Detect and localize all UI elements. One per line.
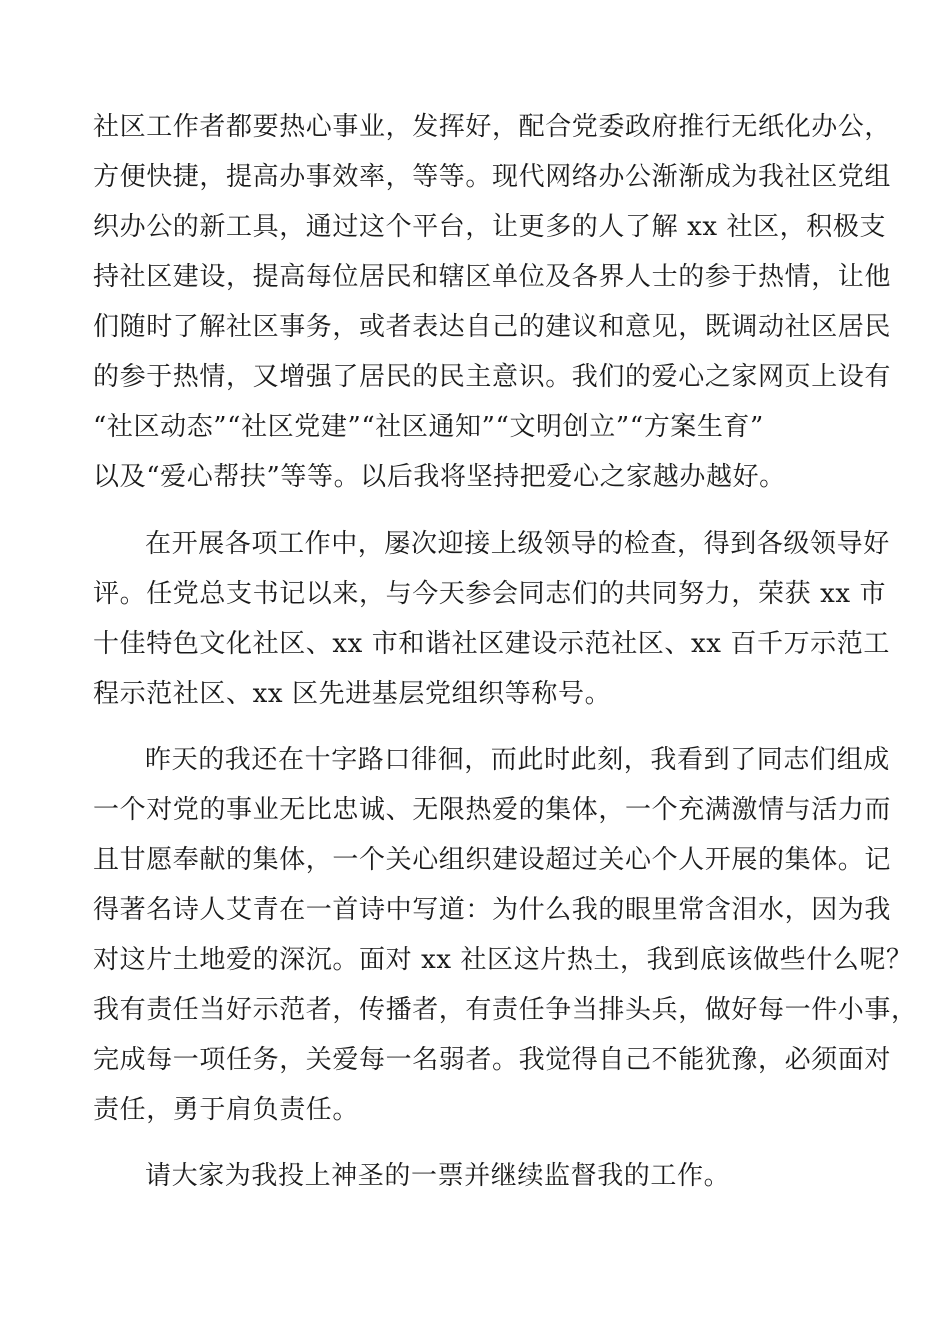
- paragraph-1-line-2: 方便快捷，提高办事效率，等等。现代网络办公渐渐成为我社区党组: [93, 162, 892, 192]
- paragraph-2-line-2: 评。任党总支书记以来，与今天参会同志们的共同努力，荣获 xx 市: [93, 579, 887, 609]
- paragraph-3-line-7: 完成每一项任务，关爱每一名弱者。我觉得自己不能犹豫，必须面对: [93, 1045, 892, 1075]
- paragraph-3-line-5: 对这片土地爱的深沉。面对 xx 社区这片热土，我到底该做些什么呢？: [93, 945, 913, 975]
- paragraph-1-line-5: 们随时了解社区事务，或者表达自己的建议和意见，既调动社区居民: [93, 312, 892, 342]
- paragraph-3-line-8: 责任，勇于肩负责任。: [93, 1095, 360, 1125]
- paragraph-3-line-1: 昨天的我还在十字路口徘徊，而此时此刻，我看到了同志们组成: [145, 745, 890, 775]
- paragraph-2-line-3: 十佳特色文化社区、xx 市和谐社区建设示范社区、xx 百千万示范工: [93, 629, 890, 659]
- paragraph-2-line-4: 程示范社区、xx 区先进基层党组织等称号。: [93, 679, 612, 709]
- paragraph-3-line-2: 一个对党的事业无比忠诚、无限热爱的集体，一个充满激情与活力而: [93, 795, 892, 825]
- paragraph-3-line-4: 得著名诗人艾青在一首诗中写道：为什么我的眼里常含泪水，因为我: [93, 895, 892, 925]
- paragraph-1-line-3: 织办公的新工具，通过这个平台，让更多的人了解 xx 社区，积极支: [93, 212, 887, 242]
- paragraph-3-line-6: 我有责任当好示范者，传播者，有责任争当排头兵，做好每一件小事，: [93, 995, 918, 1025]
- paragraph-4-line-1: 请大家为我投上神圣的一票并继续监督我的工作。: [145, 1161, 731, 1191]
- paragraph-1-line-7: “社区动态”“社区党建”“社区通知”“文明创立”“方案生育”: [93, 412, 764, 442]
- paragraph-3-line-3: 且甘愿奉献的集体，一个关心组织建设超过关心个人开展的集体。记: [93, 845, 892, 875]
- paragraph-1-line-4: 持社区建设，提高每位居民和辖区单位及各界人士的参于热情，让他: [93, 262, 892, 292]
- paragraph-2-line-1: 在开展各项工作中，屡次迎接上级领导的检查，得到各级领导好: [145, 529, 890, 559]
- paragraph-1-line-8: 以及“爱心帮扶”等等。以后我将坚持把爱心之家越办越好。: [93, 462, 786, 492]
- paragraph-1-line-6: 的参于热情，又增强了居民的民主意识。我们的爱心之家网页上设有: [93, 362, 892, 392]
- paragraph-1-line-1: 社区工作者都要热心事业，发挥好，配合党委政府推行无纸化办公，: [93, 112, 892, 142]
